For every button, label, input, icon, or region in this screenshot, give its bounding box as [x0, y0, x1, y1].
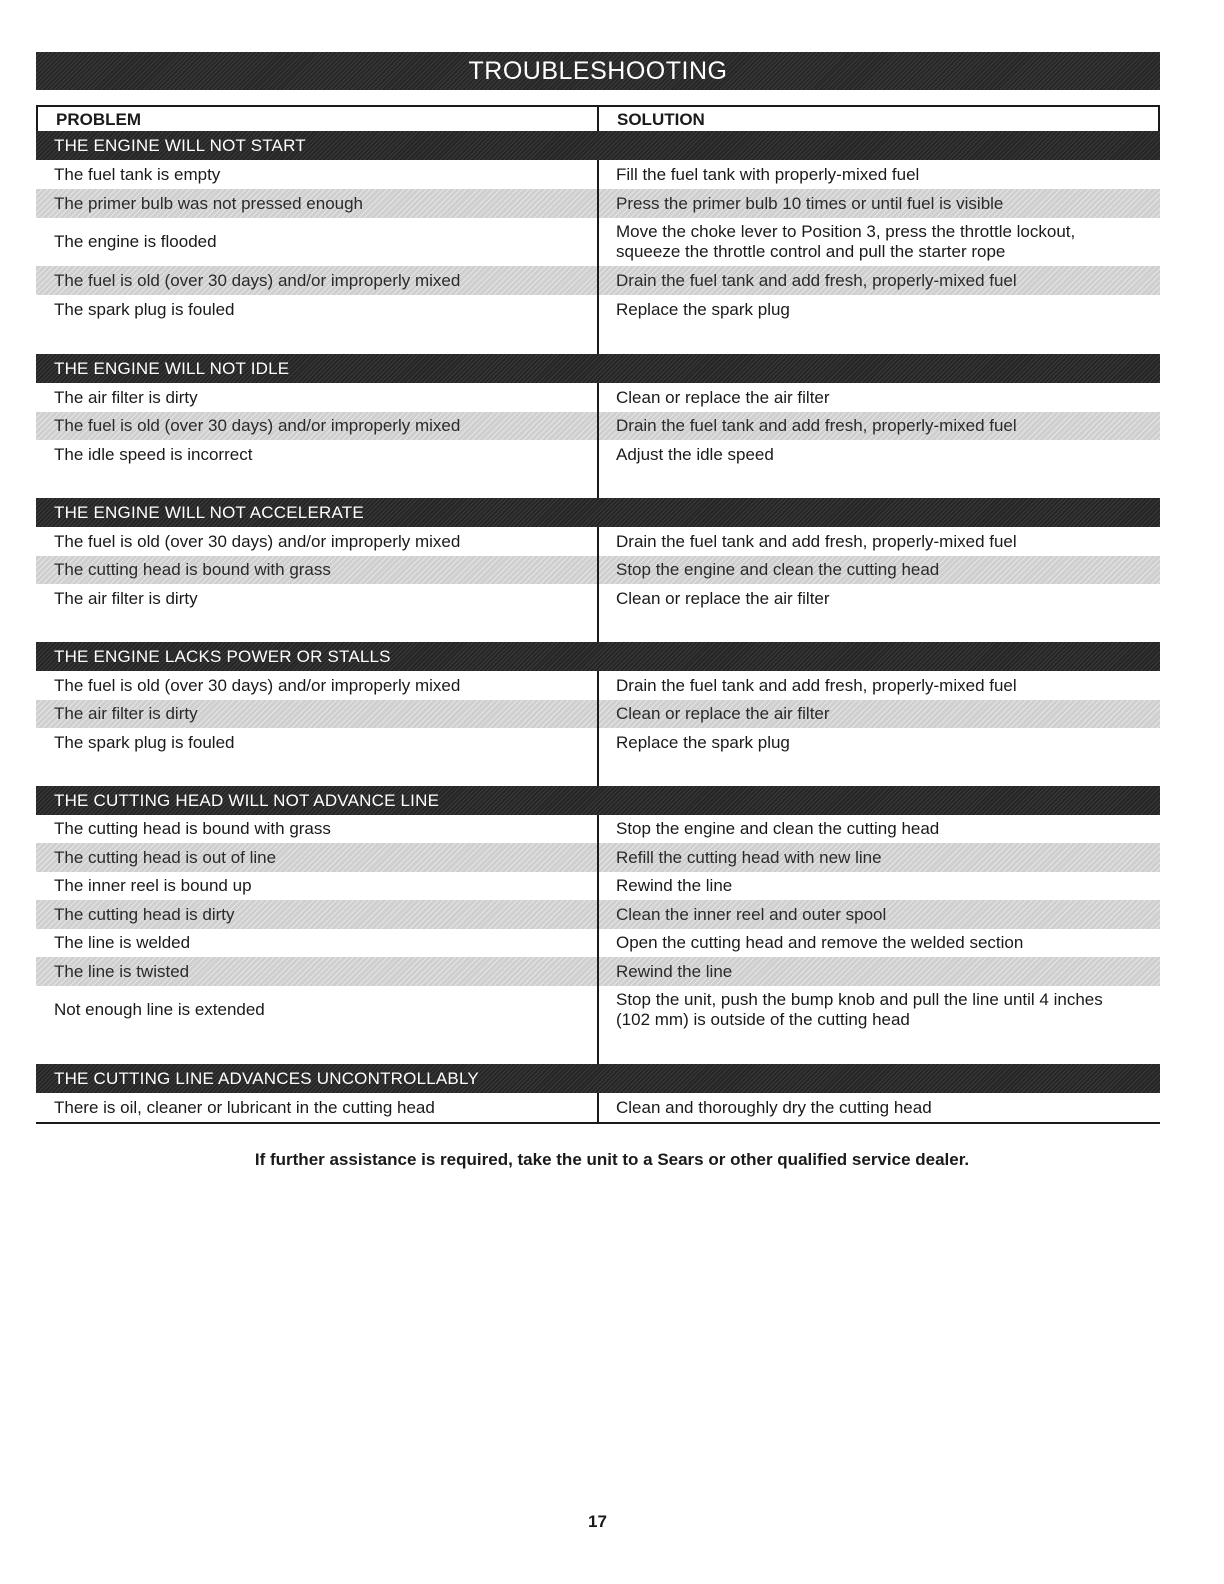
solution-cell: Clean or replace the air filter: [616, 387, 830, 407]
table-row: [36, 527, 1160, 556]
problem-section: [36, 498, 1160, 642]
table-row: [36, 872, 1160, 900]
solution-cell: Drain the fuel tank and add fresh, properly-mixed fuel: [616, 270, 1017, 290]
table-row: [36, 728, 1160, 757]
table-row: [36, 929, 1160, 957]
footer-note: If further assistance is required, take the unit to a Sears or other qualified service dealer.: [254, 1150, 970, 1169]
table-bottom-rule: [36, 1122, 1160, 1124]
problem-cell: The cutting head is bound with grass: [54, 560, 331, 579]
problem-section: [36, 786, 1160, 1064]
section-spacer: [36, 757, 1160, 786]
table-row: [36, 900, 1160, 929]
solution-cell: Refill the cutting head with new line: [616, 847, 882, 867]
section-heading: THE CUTTING HEAD WILL NOT ADVANCE LINE: [36, 786, 1160, 815]
solution-cell: Stop the unit, push the bump knob and pull the line until 4 inches (102 mm) is outside of the cutting head: [616, 990, 1103, 1029]
problem-cell: The fuel tank is empty: [54, 164, 221, 184]
solution-cell: Drain the fuel tank and add fresh, properly-mixed fuel: [616, 416, 1017, 435]
page-title: TROUBLESHOOTING: [468, 57, 728, 85]
problem-cell: The primer bulb was not pressed enough: [54, 193, 364, 213]
solution-cell: Replace the spark plug: [616, 732, 790, 752]
table-row: [36, 383, 1160, 412]
table-row: [36, 700, 1160, 728]
table-row: [36, 843, 1160, 872]
table-row: [36, 556, 1160, 584]
table-row: [36, 1093, 1160, 1122]
table-row: [36, 671, 1160, 700]
problem-cell: The fuel is old (over 30 days) and/or improperly mixed: [54, 531, 461, 551]
problem-cell: Not enough line is extended: [54, 1000, 265, 1019]
solution-cell: Clean or replace the air filter: [616, 704, 830, 723]
table-row: [36, 815, 1160, 843]
table-row: [36, 266, 1160, 295]
section-spacer: [36, 613, 1160, 642]
solution-cell: Clean the inner reel and outer spool: [616, 904, 887, 924]
solution-cell: Rewind the line: [616, 876, 733, 895]
problem-cell: The line is welded: [54, 933, 191, 952]
column-header-solution: SOLUTION: [617, 110, 705, 129]
problem-cell: The fuel is old (over 30 days) and/or improperly mixed: [54, 675, 461, 695]
table-row: [36, 412, 1160, 440]
section-spacer: [36, 324, 1160, 354]
problem-section: [36, 354, 1160, 498]
solution-cell: Adjust the idle speed: [616, 444, 774, 464]
column-header-row: [36, 105, 1160, 131]
table-row: [36, 160, 1160, 189]
problem-section: [36, 1064, 1160, 1122]
solution-cell: Move the choke lever to Position 3, press the throttle lockout, squeeze the throttle control and pull the starter rope: [616, 222, 1076, 261]
solution-cell: Rewind the line: [616, 961, 733, 981]
table-row: [36, 295, 1160, 324]
section-heading: THE ENGINE WILL NOT START: [36, 131, 1160, 160]
problem-cell: The fuel is old (over 30 days) and/or improperly mixed: [54, 270, 461, 290]
problem-section: [36, 642, 1160, 786]
problem-cell: The inner reel is bound up: [54, 876, 252, 895]
solution-cell: Replace the spark plug: [616, 299, 790, 319]
table-row: [36, 957, 1160, 986]
problem-cell: The line is twisted: [54, 961, 190, 981]
solution-cell: Press the primer bulb 10 times or until fuel is visible: [616, 193, 1004, 213]
page-number: 17: [588, 1512, 607, 1531]
solution-cell: Stop the engine and clean the cutting head: [616, 819, 940, 838]
solution-cell: Clean and thoroughly dry the cutting head: [616, 1097, 932, 1117]
section-heading: THE ENGINE WILL NOT ACCELERATE: [36, 498, 1160, 527]
solution-cell: Fill the fuel tank with properly-mixed fuel: [616, 164, 920, 184]
solution-cell: Open the cutting head and remove the welded section: [616, 933, 1024, 952]
table-row: [36, 986, 1160, 1034]
problem-cell: The cutting head is bound with grass: [54, 819, 331, 838]
troubleshooting-table: [36, 105, 1160, 1124]
solution-cell: Drain the fuel tank and add fresh, properly-mixed fuel: [616, 675, 1017, 695]
problem-cell: The spark plug is fouled: [54, 732, 235, 752]
section-heading: THE ENGINE LACKS POWER OR STALLS: [36, 642, 1160, 671]
page-title-banner: [36, 52, 1160, 90]
problem-cell: The air filter is dirty: [54, 704, 198, 723]
problem-cell: The air filter is dirty: [54, 387, 198, 407]
solution-cell: Drain the fuel tank and add fresh, properly-mixed fuel: [616, 531, 1017, 551]
problem-cell: The spark plug is fouled: [54, 299, 235, 319]
problem-cell: The fuel is old (over 30 days) and/or improperly mixed: [54, 416, 461, 435]
problem-cell: The idle speed is incorrect: [54, 444, 253, 464]
problem-cell: There is oil, cleaner or lubricant in the cutting head: [54, 1097, 435, 1117]
solution-cell: Stop the engine and clean the cutting head: [616, 560, 940, 579]
problem-cell: The air filter is dirty: [54, 588, 198, 608]
section-spacer: [36, 469, 1160, 498]
table-row: [36, 440, 1160, 469]
problem-cell: The engine is flooded: [54, 232, 217, 251]
table-row: [36, 189, 1160, 218]
solution-cell: Clean or replace the air filter: [616, 588, 830, 608]
section-spacer: [36, 1034, 1160, 1064]
section-heading: THE ENGINE WILL NOT IDLE: [36, 354, 1160, 383]
problem-section: [36, 131, 1160, 354]
section-heading: THE CUTTING LINE ADVANCES UNCONTROLLABLY: [36, 1064, 1160, 1093]
column-header-problem: PROBLEM: [38, 107, 599, 131]
table-row: [36, 218, 1160, 266]
problem-cell: The cutting head is dirty: [54, 904, 235, 924]
table-body: [36, 131, 1160, 1122]
table-row: [36, 584, 1160, 613]
problem-cell: The cutting head is out of line: [54, 847, 277, 867]
